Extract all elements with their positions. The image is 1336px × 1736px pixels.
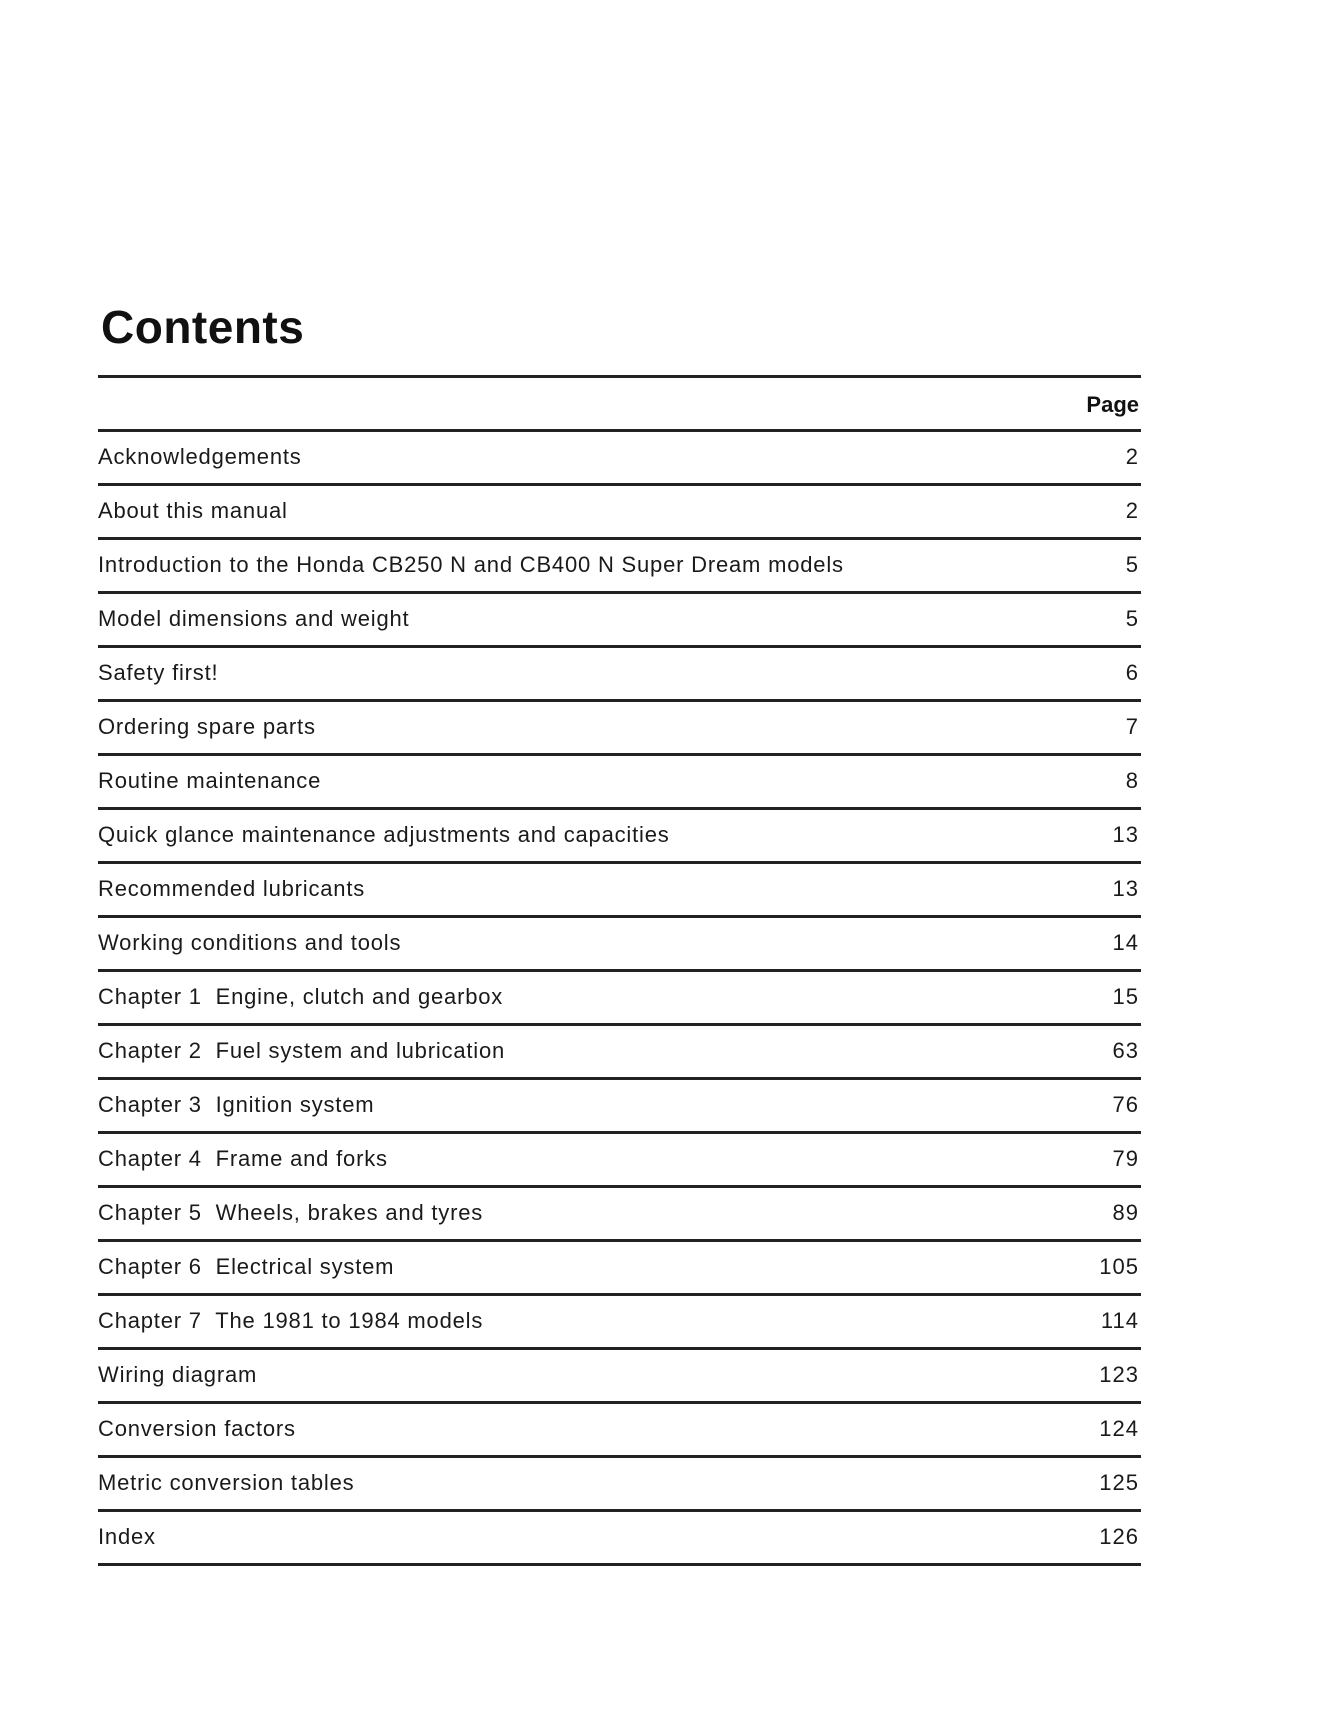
toc-entry-page-number: 76	[1112, 1092, 1139, 1117]
toc-entry-title: Safety first!	[98, 660, 219, 685]
toc-entry	[98, 1404, 1141, 1458]
toc-entry-title: Recommended lubricants	[98, 876, 366, 901]
toc-entry-title: Introduction to the Honda CB250 N and CB400 N Super Dream models	[98, 552, 844, 577]
toc-header	[98, 378, 1141, 432]
toc-entry-title: Routine maintenance	[98, 768, 322, 793]
toc-rows	[98, 432, 1141, 1566]
page-title: Contents	[101, 301, 305, 353]
toc-entry	[98, 1080, 1141, 1134]
toc-entry-page-number: 126	[1099, 1524, 1139, 1549]
toc-entry-title: Wiring diagram	[98, 1362, 258, 1387]
toc-entry	[98, 972, 1141, 1026]
toc-entry-page-number: 124	[1099, 1416, 1139, 1441]
toc-entry-title: Model dimensions and weight	[98, 606, 410, 631]
toc-entry-title: Ordering spare parts	[98, 714, 316, 739]
toc-entry	[98, 1458, 1141, 1512]
toc-entry	[98, 648, 1141, 702]
toc-entry-title: Conversion factors	[98, 1416, 296, 1441]
toc-entry	[98, 1350, 1141, 1404]
page-column-label: Page	[1086, 392, 1139, 417]
toc-entry-title: Working conditions and tools	[98, 930, 402, 955]
toc-entry-page-number: 105	[1099, 1254, 1139, 1279]
toc-entry-page-number: 2	[1125, 498, 1139, 523]
toc-entry-page-number: 5	[1125, 552, 1139, 577]
toc-entry-title: Chapter 7 The 1981 to 1984 models	[98, 1308, 484, 1333]
toc-entry-page-number: 15	[1112, 984, 1139, 1009]
toc-entry-page-number: 89	[1112, 1200, 1139, 1225]
toc-entry-page-number: 2	[1125, 444, 1139, 469]
toc-entry	[98, 1242, 1141, 1296]
toc-entry-page-number: 5	[1125, 606, 1139, 631]
toc-entry-title: Chapter 3 Ignition system	[98, 1092, 375, 1117]
toc-entry	[98, 1134, 1141, 1188]
toc-entry	[98, 486, 1141, 540]
toc-entry-page-number: 123	[1099, 1362, 1139, 1387]
toc-entry-page-number: 13	[1112, 876, 1139, 901]
toc-entry	[98, 702, 1141, 756]
toc-entry	[98, 810, 1141, 864]
toc-entry-page-number: 13	[1112, 822, 1139, 847]
toc-entry-title: Chapter 1 Engine, clutch and gearbox	[98, 984, 504, 1009]
toc-entry-title: Index	[98, 1524, 156, 1549]
toc-entry-title: Metric conversion tables	[98, 1470, 355, 1495]
toc-entry	[98, 864, 1141, 918]
toc-entry	[98, 1296, 1141, 1350]
toc-entry-page-number: 114	[1100, 1308, 1139, 1333]
toc-entry-title: Chapter 5 Wheels, brakes and tyres	[98, 1200, 484, 1225]
toc-entry	[98, 432, 1141, 486]
toc-entry-title: Quick glance maintenance adjustments and capacities	[98, 822, 670, 847]
toc-entry-page-number: 6	[1125, 660, 1139, 685]
toc-entry-page-number: 8	[1125, 768, 1139, 793]
toc-entry-page-number: 79	[1112, 1146, 1139, 1171]
toc-entry	[98, 1512, 1141, 1566]
toc-entry	[98, 918, 1141, 972]
toc-entry	[98, 1026, 1141, 1080]
toc-entry-title: Chapter 4 Frame and forks	[98, 1146, 388, 1171]
toc-entry-title: About this manual	[98, 498, 288, 523]
toc-entry-title: Acknowledgements	[98, 444, 302, 469]
toc-entry	[98, 756, 1141, 810]
toc-entry	[98, 540, 1141, 594]
toc-entry-page-number: 125	[1099, 1470, 1139, 1495]
table-of-contents	[98, 375, 1141, 1566]
toc-entry-page-number: 63	[1112, 1038, 1139, 1063]
toc-entry	[98, 594, 1141, 648]
toc-entry-title: Chapter 6 Electrical system	[98, 1254, 395, 1279]
toc-entry-page-number: 14	[1112, 930, 1139, 955]
toc-entry-page-number: 7	[1125, 714, 1139, 739]
toc-entry	[98, 1188, 1141, 1242]
toc-entry-title: Chapter 2 Fuel system and lubrication	[98, 1038, 506, 1063]
